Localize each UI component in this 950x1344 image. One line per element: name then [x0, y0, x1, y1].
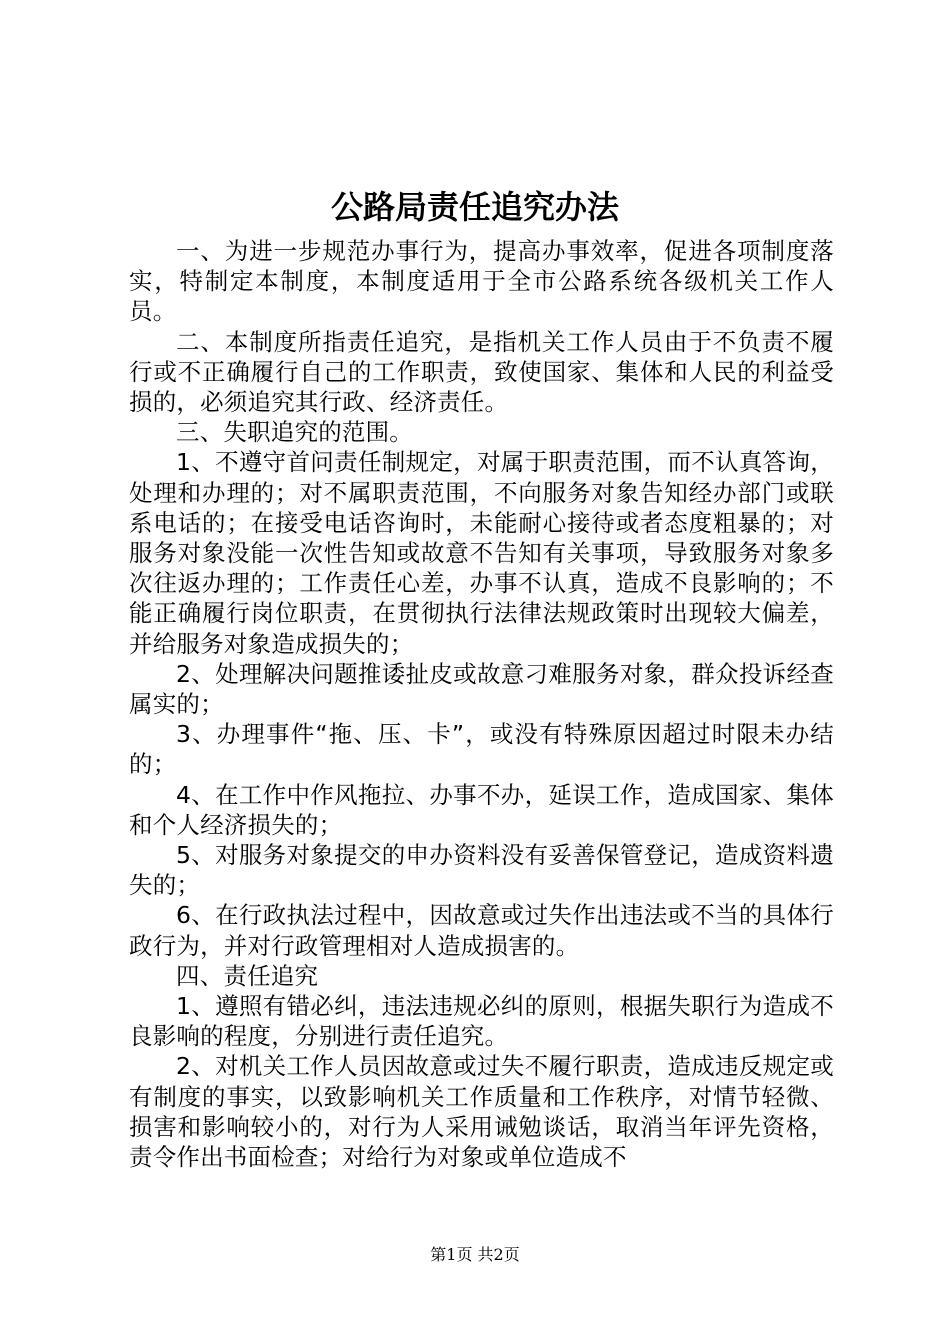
paragraph-11: 1、遵照有错必纠，违法违规必纠的原则，根据失职行为造成不良影响的程度，分别进行责任追究。: [129, 992, 834, 1051]
document-title: 公路局责任追究办法: [330, 188, 619, 226]
paragraph-1: 一、为进一步规范办事行为，提高办事效率，促进各项制度落实，特制定本制度，本制度适用于全市公路系统各级机关工作人员。: [129, 237, 834, 326]
paragraph-8: 5、对服务对象提交的申办资料没有妥善保管登记，造成资料遗失的；: [129, 841, 834, 900]
paragraph-2: 二、本制度所指责任追究，是指机关工作人员由于不负责不履行或不正确履行自己的工作职责，致使国家、集体和人民的利益受损的，必须追究其行政、经济责任。: [129, 327, 834, 417]
paragraph-7: 4、在工作中作风拖拉、办事不办，延误工作，造成国家、集体和个人经济损失的；: [129, 780, 834, 839]
page-footer: 第1页 共2页: [430, 1245, 520, 1264]
paragraph-12: 2、对机关工作人员因故意或过失不履行职责，造成违反规定或有制度的事实，以致影响机关工作质量和工作秩序，对情节轻微、损害和影响较小的，对行为人采用诫勉谈话，取消当年评先资格，责令作出书面检查；对给行为对象或单位造成不: [129, 1052, 834, 1172]
paragraph-3: 三、失职追究的范围。: [176, 418, 413, 447]
paragraph-4: 1、不遵守首问责任制规定，对属于职责范围，而不认真答询，处理和办理的；对不属职责范围，不向服务对象告知经办部门或联系电话的；在接受电话咨询时，未能耐心接待或者态度粗暴的；对服务对象没能一次性告知或故意不告知有关事项，导致服务对象多次往返办理的；工作责任心差，办事不认真，造成不良影响的；不能正确履行岗位职责，在贯彻执行法律法规政策时出现较大偏差，并给服务对象造成损失的；: [129, 448, 834, 658]
document-body: [129, 236, 834, 1172]
paragraph-9: 6、在行政执法过程中，因故意或过失作出违法或不当的具体行政行为，并对行政管理相对人造成损害的。: [129, 901, 834, 960]
paragraph-6: 3、办理事件“拖、压、卡”，或没有特殊原因超过时限未办结的；: [129, 720, 834, 779]
paragraph-10: 四、责任追究: [176, 961, 319, 990]
paragraph-5: 2、处理解决问题推诿扯皮或故意刁难服务对象，群众投诉经查属实的；: [129, 659, 834, 719]
